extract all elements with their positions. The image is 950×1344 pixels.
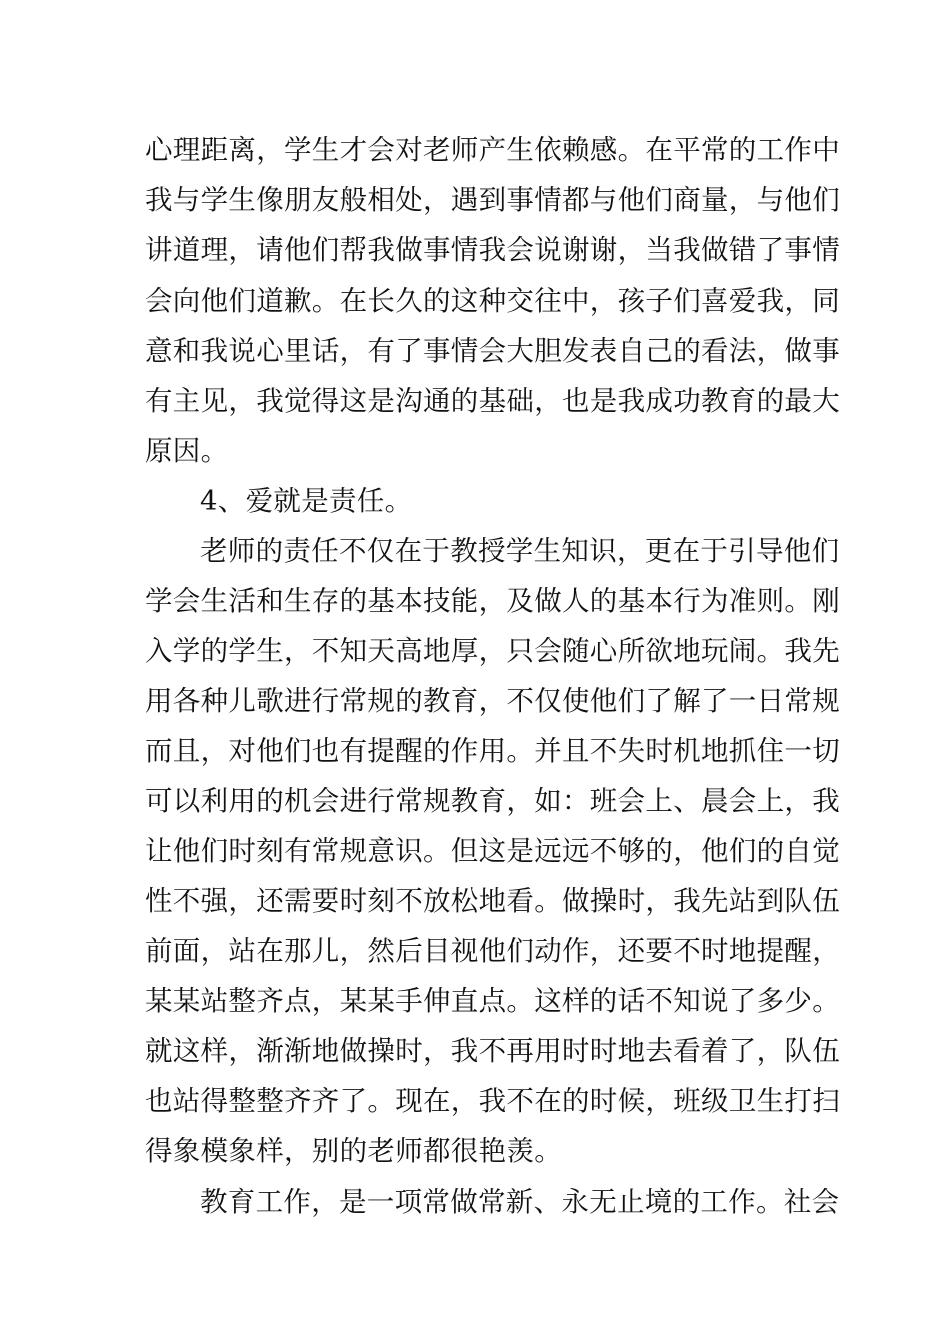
text-line: 讲道理，请他们帮我做事情我会说谢谢，当我做错了事情: [145, 234, 840, 266]
text-line: 学会生活和生存的基本技能，及做人的基本行为准则。刚: [145, 585, 840, 617]
text-line: 得象模象样，别的老师都很艳羡。: [145, 1135, 562, 1167]
text-line: 入学的学生，不知天高地厚，只会随心所欲地玩闹。我先: [145, 635, 840, 667]
text-line: 原因。: [145, 435, 229, 467]
section-heading: 4、爱就是责任。: [200, 485, 413, 517]
text-line: 心理距离，学生才会对老师产生依赖感。在平常的工作中: [145, 134, 840, 166]
text-line: 用各种儿歌进行常规的教育，不仅使他们了解了一日常规: [145, 685, 840, 717]
text-line: 教育工作，是一项常做常新、永无止境的工作。社会: [200, 1186, 840, 1218]
text-line: 我与学生像朋友般相处，遇到事情都与他们商量，与他们: [145, 184, 840, 216]
text-line: 意和我说心里话，有了事情会大胆发表自己的看法，做事: [145, 335, 840, 367]
text-line: 而且，对他们也有提醒的作用。并且不失时机地抓住一切: [145, 735, 840, 767]
text-line: 老师的责任不仅在于教授学生知识，更在于引导他们: [200, 535, 840, 567]
text-line: 前面，站在那儿，然后目视他们动作，还要不时地提醒，: [145, 935, 840, 967]
text-line: 让他们时刻有常规意识。但这是远远不够的，他们的自觉: [145, 835, 840, 867]
text-line: 就这样，渐渐地做操时，我不再用时时地去看着了，队伍: [145, 1035, 840, 1067]
text-line: 可以利用的机会进行常规教育，如：班会上、晨会上，我: [145, 785, 840, 817]
text-line: 会向他们道歉。在长久的这种交往中，孩子们喜爱我，同: [145, 285, 840, 317]
text-line: 也站得整整齐齐了。现在，我不在的时候，班级卫生打扫: [145, 1085, 840, 1117]
text-line: 有主见，我觉得这是沟通的基础，也是我成功教育的最大: [145, 385, 840, 417]
text-line: 某某站整齐点，某某手伸直点。这样的话不知说了多少。: [145, 985, 840, 1017]
text-line: 性不强，还需要时刻不放松地看。做操时，我先站到队伍: [145, 885, 840, 917]
